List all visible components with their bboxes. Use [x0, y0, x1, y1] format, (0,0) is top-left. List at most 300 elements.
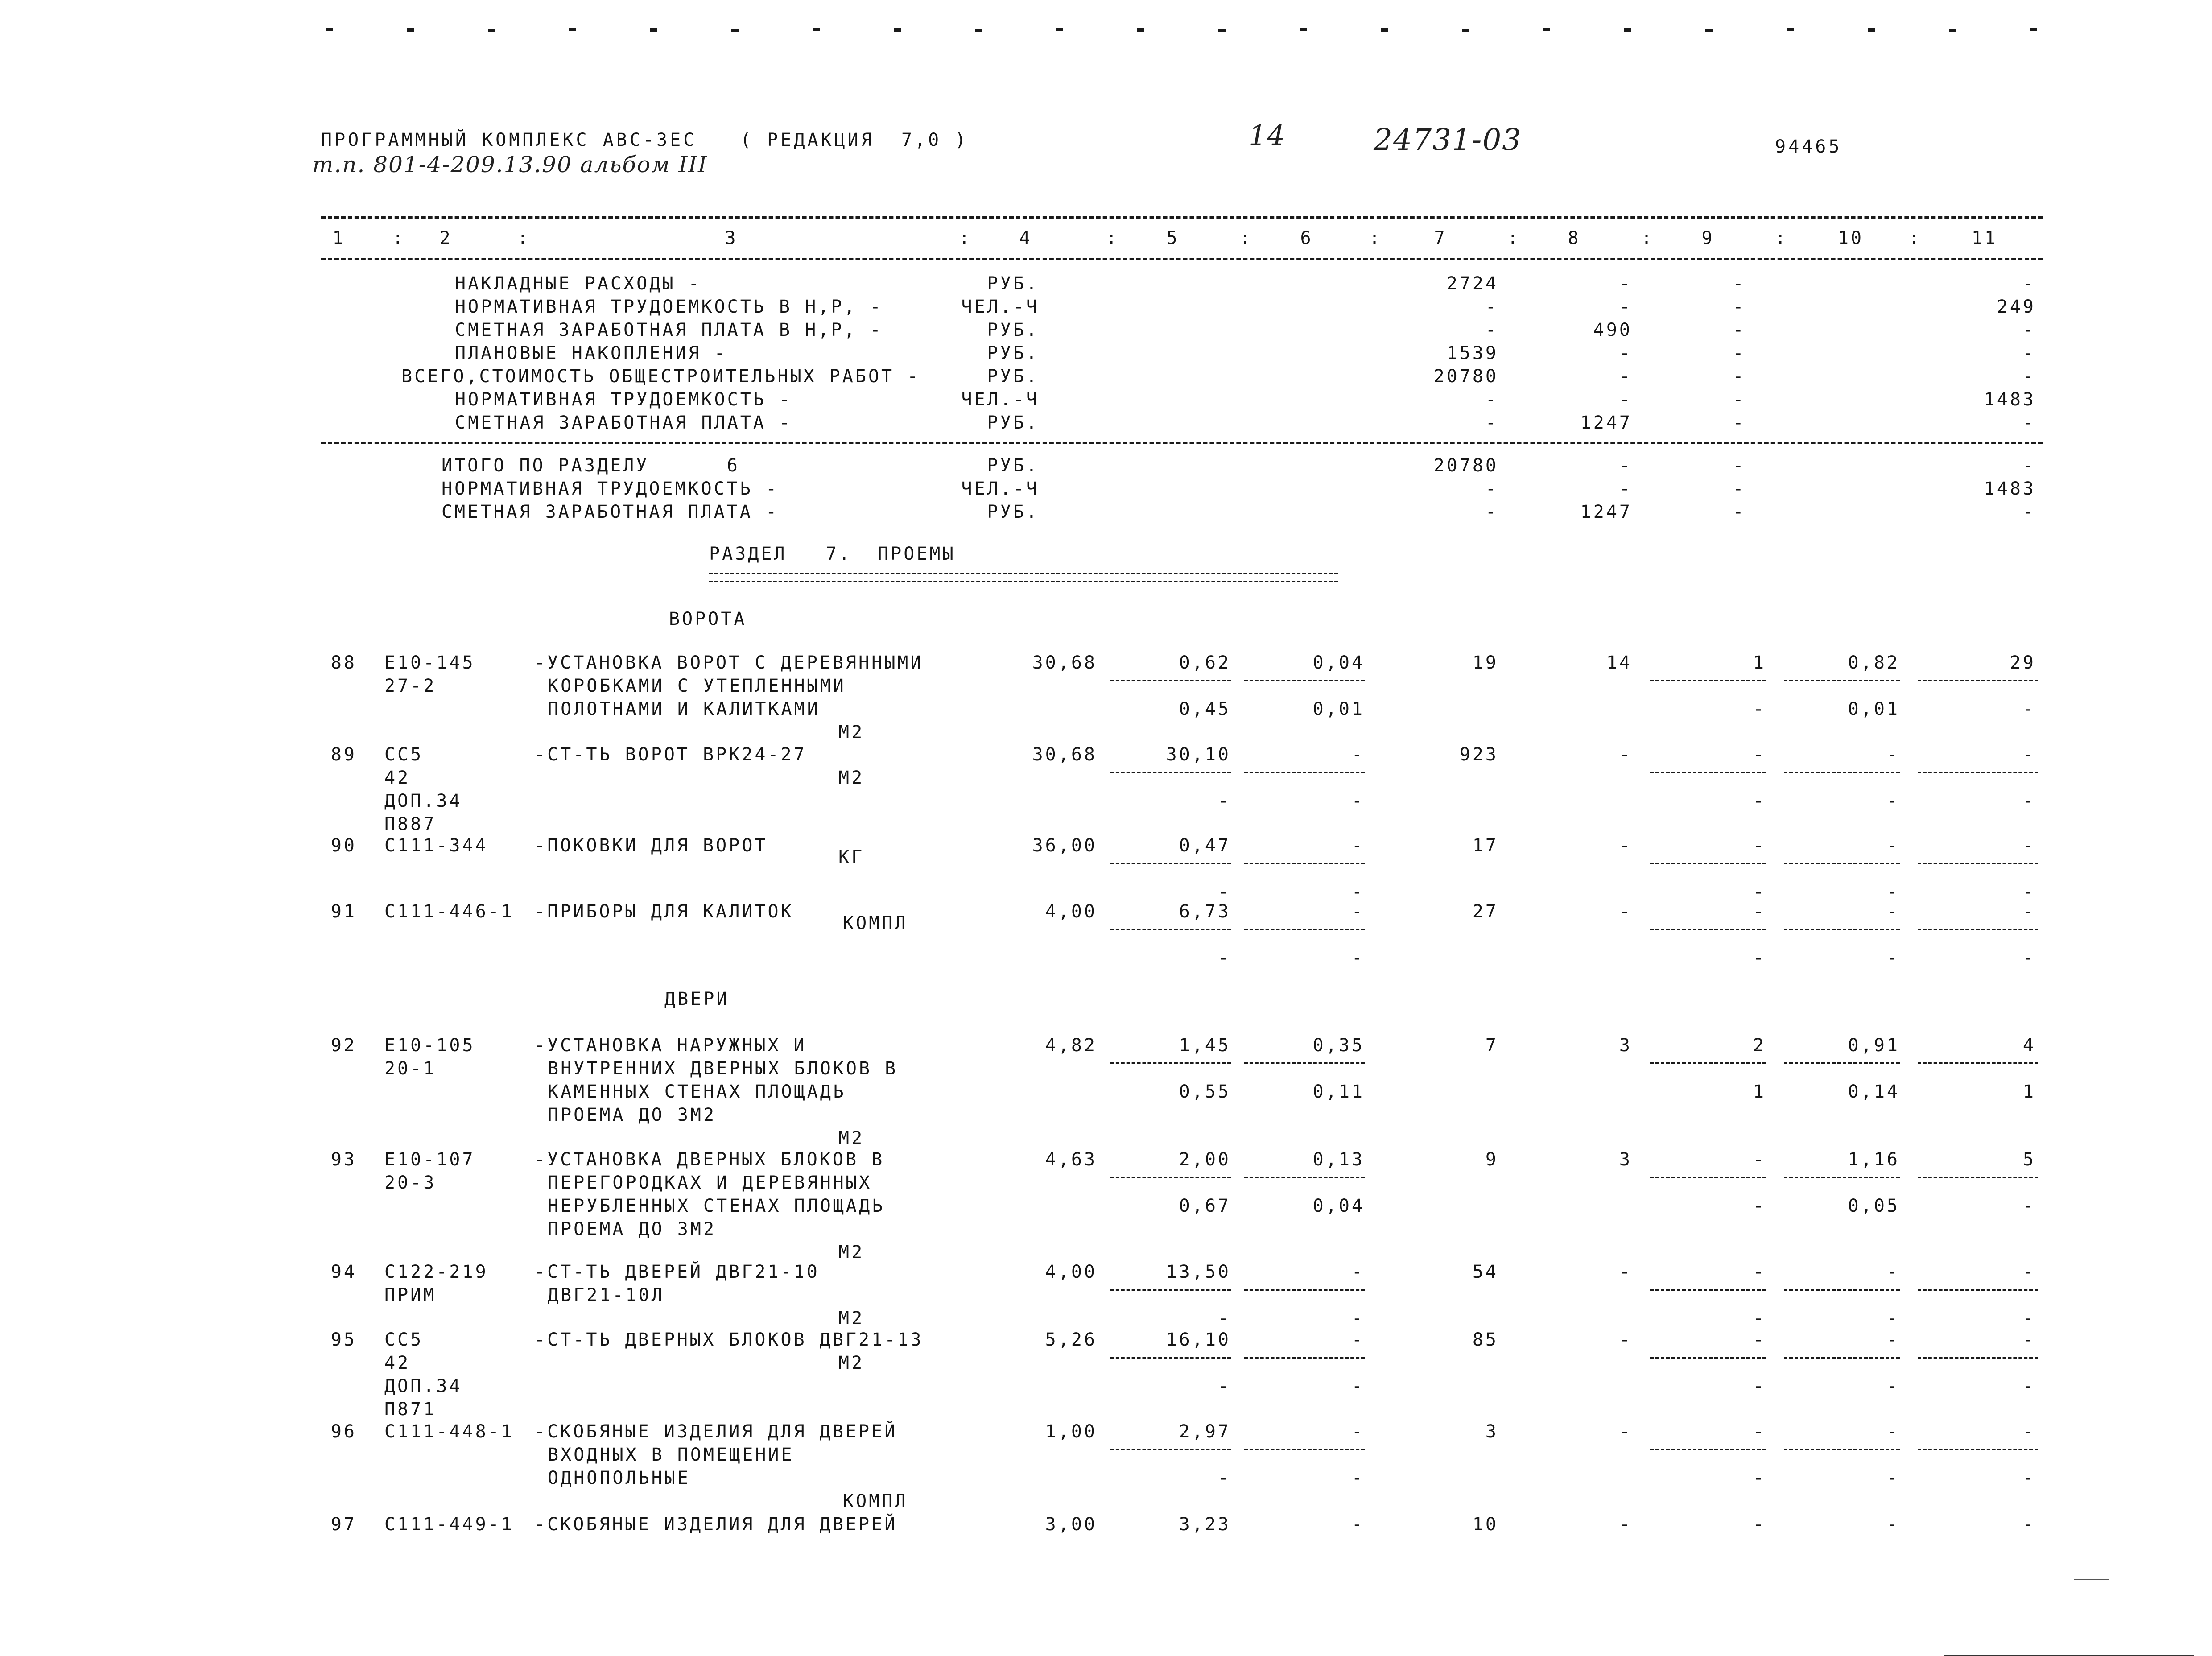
item-value-6-second: -: [1351, 1376, 1365, 1396]
item-value-5-second: -: [1217, 882, 1231, 902]
item-description: КАМЕННЫХ СТЕНАХ ПЛОЩАДЬ: [548, 1082, 846, 1102]
summary-value-8: -: [1619, 297, 1632, 317]
item-value-5-second: -: [1217, 1308, 1231, 1329]
item-value-9-second: -: [1753, 948, 1766, 968]
summary-label: СМЕТНАЯ ЗАРАБОТНАЯ ПЛАТА В Н,Р, -: [455, 320, 883, 340]
item-value-6: -: [1351, 1262, 1365, 1282]
summary-value-8: 490: [1593, 320, 1632, 340]
item-value-7: 7: [1485, 1035, 1498, 1056]
item-description: НЕРУБЛЕННЫХ СТЕНАХ ПЛОЩАДЬ: [548, 1196, 885, 1216]
perforation-mark: [1381, 28, 1388, 32]
sub-separator: [1918, 929, 2038, 930]
sub-separator: [1650, 1177, 1766, 1178]
item-code-extra: 20-1: [384, 1058, 437, 1079]
total-value-11: -: [2022, 502, 2036, 522]
item-value-11-second: -: [2022, 699, 2036, 719]
item-code-extra: П887: [384, 814, 437, 834]
item-code: С111-344: [384, 835, 488, 856]
item-description: -СТ-ТЬ ДВЕРНЫХ БЛОКОВ ДВГ21-13: [534, 1330, 924, 1350]
page-number: 14: [1249, 119, 1286, 152]
column-separator: :: [517, 228, 531, 248]
item-number: 93: [330, 1149, 357, 1170]
item-value-10-second: -: [1886, 1308, 1900, 1329]
sub-separator: [1784, 1449, 1900, 1450]
sub-separator: [1650, 863, 1766, 864]
column-separator: :: [1106, 228, 1119, 248]
item-value-11: 4: [2022, 1035, 2036, 1056]
item-value-11: -: [2022, 901, 2036, 922]
perforation-mark: [1056, 28, 1063, 31]
item-code: Е10-145: [384, 652, 475, 673]
perforation-mark: [326, 28, 333, 31]
summary-unit: ЧЕЛ.-Ч: [961, 389, 1039, 410]
item-value-6-second: -: [1351, 1468, 1365, 1488]
perforation-mark: [407, 28, 414, 32]
total-value-11: 1483: [1984, 479, 2036, 499]
item-number: 91: [330, 901, 357, 922]
item-value-7: 923: [1459, 744, 1498, 765]
item-value-5: 6,73: [1179, 901, 1231, 922]
perforation-mark: [1137, 28, 1144, 32]
perforation-mark: [813, 28, 820, 31]
sub-separator: [1784, 863, 1900, 864]
sub-separator: [1918, 680, 2038, 681]
item-value-4: 3,00: [1045, 1514, 1097, 1535]
item-value-7: 9: [1485, 1149, 1498, 1170]
summary-value-9: -: [1733, 297, 1746, 317]
item-value-4: 4,00: [1045, 1262, 1097, 1282]
summary-value-11: 1483: [1984, 389, 2036, 410]
summary-value-11: -: [2022, 273, 2036, 294]
item-value-6: 0,04: [1312, 652, 1365, 673]
total-value-9: -: [1733, 455, 1746, 476]
item-code-extra: ДОП.34: [384, 791, 462, 811]
item-value-5: 3,23: [1179, 1514, 1231, 1535]
item-value-4: 4,82: [1045, 1035, 1097, 1056]
item-number: 92: [330, 1035, 357, 1056]
sub-separator: [1110, 1062, 1231, 1064]
item-description: ПРОЕМА ДО 3М2: [548, 1219, 717, 1239]
column-number: 8: [1568, 228, 1581, 248]
sub-separator: [1110, 929, 1231, 930]
item-value-6-second: 0,11: [1312, 1082, 1365, 1102]
item-value-10: 0,91: [1848, 1035, 1900, 1056]
section-title-underline: [709, 573, 1338, 582]
item-value-5-second: -: [1217, 1376, 1231, 1396]
item-value-4: 4,63: [1045, 1149, 1097, 1170]
sub-separator: [1918, 1289, 2038, 1291]
item-description: КОРОБКАМИ С УТЕПЛЕННЫМИ: [548, 676, 846, 696]
sub-separator: [1244, 772, 1365, 773]
item-value-10-second: -: [1886, 791, 1900, 811]
column-number: 1: [332, 228, 346, 248]
item-number: 95: [330, 1330, 357, 1350]
item-description: ВХОДНЫХ В ПОМЕЩЕНИЕ: [548, 1445, 794, 1465]
item-value-11-second: -: [2022, 1308, 2036, 1329]
item-value-8: -: [1619, 1514, 1632, 1535]
item-value-11: -: [2022, 1262, 2036, 1282]
section-title: РАЗДЕЛ 7. ПРОЕМЫ: [709, 544, 956, 564]
total-value-8: -: [1619, 455, 1632, 476]
item-value-6: -: [1351, 1330, 1365, 1350]
sub-separator: [1784, 1357, 1900, 1359]
sub-separator: [1650, 1449, 1766, 1450]
group-heading-doors: ДВЕРИ: [664, 989, 730, 1009]
item-value-10: -: [1886, 744, 1900, 765]
item-code-extra: 27-2: [384, 676, 437, 696]
sub-separator: [1244, 1289, 1365, 1291]
total-unit: РУБ.: [987, 502, 1039, 522]
column-number: 6: [1300, 228, 1313, 248]
sub-separator: [1784, 1289, 1900, 1291]
item-value-9-second: -: [1753, 791, 1766, 811]
summary-value-11: -: [2022, 413, 2036, 433]
item-value-8: -: [1619, 1330, 1632, 1350]
item-value-5-second: 0,67: [1179, 1196, 1231, 1216]
sub-separator: [1918, 772, 2038, 773]
item-unit: КГ: [838, 847, 865, 867]
item-value-5-second: -: [1217, 948, 1231, 968]
summary-value-8: -: [1619, 343, 1632, 363]
handwritten-reference: т.п. 801-4-209.13.90 альбом III: [312, 152, 708, 178]
header-rule-top: [321, 216, 2043, 219]
item-value-6: 0,13: [1312, 1149, 1365, 1170]
item-unit: М2: [838, 722, 865, 743]
item-code: С111-446-1: [384, 901, 514, 922]
item-value-5: 0,47: [1179, 835, 1231, 856]
item-value-10-second: 0,05: [1848, 1196, 1900, 1216]
sub-separator: [1244, 929, 1365, 930]
perforation-mark: [1543, 28, 1550, 31]
item-value-5: 1,45: [1179, 1035, 1231, 1056]
item-value-6-second: -: [1351, 882, 1365, 902]
summary-unit: РУБ.: [987, 413, 1039, 433]
sub-separator: [1244, 863, 1365, 864]
item-value-9: -: [1753, 1262, 1766, 1282]
item-value-5-second: -: [1217, 1468, 1231, 1488]
item-code: СС5: [384, 744, 424, 765]
item-value-11: -: [2022, 1514, 2036, 1535]
item-value-9: -: [1753, 901, 1766, 922]
column-separator: :: [1240, 228, 1253, 248]
sub-separator: [1650, 1289, 1766, 1291]
summary-value-9: -: [1733, 389, 1746, 410]
column-number: 5: [1166, 228, 1180, 248]
summary-value-8: 1247: [1580, 413, 1632, 433]
column-number: 11: [1971, 228, 1998, 248]
item-value-6: -: [1351, 1514, 1365, 1535]
perforation-mark: [650, 28, 657, 32]
perforation-mark: [731, 29, 739, 32]
item-value-10: -: [1886, 835, 1900, 856]
total-value-9: -: [1733, 502, 1746, 522]
item-value-11-second: -: [2022, 882, 2036, 902]
sub-separator: [1110, 1289, 1231, 1291]
perforation-mark: [2030, 28, 2037, 31]
perforation-mark: [1787, 28, 1794, 31]
sub-separator: [1784, 680, 1900, 681]
total-label: НОРМАТИВНАЯ ТРУДОЕМКОСТЬ -: [442, 479, 779, 499]
item-value-10: -: [1886, 1514, 1900, 1535]
footer-tick: [2074, 1579, 2109, 1580]
summary-unit: РУБ.: [987, 320, 1039, 340]
perforation-mark: [1218, 29, 1226, 32]
item-description: ПОЛОТНАМИ И КАЛИТКАМИ: [548, 699, 820, 719]
item-description: -УСТАНОВКА ВОРОТ С ДЕРЕВЯННЫМИ: [534, 652, 924, 673]
summary-label: ВСЕГО,СТОИМОСТЬ ОБЩЕСТРОИТЕЛЬНЫХ РАБОТ -: [401, 366, 920, 387]
item-value-11: -: [2022, 1330, 2036, 1350]
item-value-6-second: -: [1351, 1308, 1365, 1329]
total-value-7: -: [1485, 479, 1498, 499]
sub-separator: [1784, 929, 1900, 930]
item-value-9-second: -: [1753, 699, 1766, 719]
summary-value-7: -: [1485, 413, 1498, 433]
item-value-6: -: [1351, 835, 1365, 856]
item-description: -ПРИБОРЫ ДЛЯ КАЛИТОК: [534, 901, 794, 922]
sub-separator: [1918, 1062, 2038, 1064]
item-description: -СТ-ТЬ ВОРОТ ВРК24-27: [534, 744, 807, 765]
perforation-mark: [975, 29, 982, 32]
sub-separator: [1244, 1177, 1365, 1178]
summary-unit: РУБ.: [987, 343, 1039, 363]
sub-separator: [1244, 1449, 1365, 1450]
sub-separator: [1918, 1177, 2038, 1178]
item-value-5-second: 0,45: [1179, 699, 1231, 719]
item-value-8: -: [1619, 835, 1632, 856]
total-value-8: 1247: [1580, 502, 1632, 522]
sub-separator: [1110, 1357, 1231, 1359]
item-value-9: -: [1753, 835, 1766, 856]
item-value-8: -: [1619, 744, 1632, 765]
item-unit: КОМПЛ: [843, 913, 908, 933]
item-unit: М2: [838, 1128, 865, 1148]
item-value-9-second: -: [1753, 1196, 1766, 1216]
item-value-11-second: 1: [2022, 1082, 2036, 1102]
item-number: 97: [330, 1514, 357, 1535]
item-value-11: 29: [2010, 652, 2036, 673]
item-value-9-second: -: [1753, 1468, 1766, 1488]
summary-value-7: 2724: [1446, 273, 1498, 294]
item-unit: М2: [838, 1353, 865, 1373]
item-value-9-second: -: [1753, 1376, 1766, 1396]
summary-unit: РУБ.: [987, 273, 1039, 294]
item-description: -СКОБЯНЫЕ ИЗДЕЛИЯ ДЛЯ ДВЕРЕЙ: [534, 1514, 898, 1535]
item-value-9: -: [1753, 1149, 1766, 1170]
item-value-11-second: -: [2022, 1196, 2036, 1216]
item-value-7: 17: [1472, 835, 1498, 856]
item-description: -СКОБЯНЫЕ ИЗДЕЛИЯ ДЛЯ ДВЕРЕЙ: [534, 1421, 898, 1442]
item-value-10: 1,16: [1848, 1149, 1900, 1170]
item-value-6-second: 0,01: [1312, 699, 1365, 719]
item-value-6: -: [1351, 901, 1365, 922]
perforation-mark: [1300, 28, 1307, 31]
sub-separator: [1918, 1357, 2038, 1359]
column-separator: :: [1507, 228, 1521, 248]
total-unit: РУБ.: [987, 455, 1039, 476]
summary-unit: ЧЕЛ.-Ч: [961, 297, 1039, 317]
summary-rule: [321, 442, 2043, 444]
summary-value-7: -: [1485, 297, 1498, 317]
sub-separator: [1650, 680, 1766, 681]
item-description: -УСТАНОВКА НАРУЖНЫХ И: [534, 1035, 807, 1056]
item-description: -СТ-ТЬ ДВЕРЕЙ ДВГ21-10: [534, 1262, 820, 1282]
item-value-6: -: [1351, 1421, 1365, 1442]
summary-label: НАКЛАДНЫЕ РАСХОДЫ -: [455, 273, 702, 294]
item-value-5: 16,10: [1166, 1330, 1231, 1350]
document-code: 94465: [1775, 136, 1842, 157]
summary-value-8: -: [1619, 273, 1632, 294]
item-value-9-second: -: [1753, 1308, 1766, 1329]
summary-label: НОРМАТИВНАЯ ТРУДОЕМКОСТЬ В Н,Р, -: [455, 297, 883, 317]
item-code: Е10-105: [384, 1035, 475, 1056]
item-unit: КОМПЛ: [843, 1491, 908, 1511]
item-value-9: -: [1753, 1514, 1766, 1535]
sub-separator: [1244, 1357, 1365, 1359]
edition-label: ( РЕДАКЦИЯ 7,0 ): [740, 130, 969, 150]
item-value-8: -: [1619, 1262, 1632, 1282]
item-description: ОДНОПОЛЬНЫЕ: [548, 1468, 690, 1488]
sub-separator: [1110, 1177, 1231, 1178]
sub-separator: [1784, 772, 1900, 773]
perforation-mark: [1868, 28, 1875, 32]
document-number: 24731-03: [1374, 123, 1522, 157]
item-value-5-second: 0,55: [1179, 1082, 1231, 1102]
item-value-9-second: 1: [1753, 1082, 1766, 1102]
item-value-10: -: [1886, 1262, 1900, 1282]
item-value-6: 0,35: [1312, 1035, 1365, 1056]
item-value-10: 0,82: [1848, 652, 1900, 673]
item-code-extra: П871: [384, 1399, 437, 1420]
column-number: 9: [1701, 228, 1715, 248]
item-value-10-second: -: [1886, 882, 1900, 902]
summary-label: НОРМАТИВНАЯ ТРУДОЕМКОСТЬ -: [455, 389, 792, 410]
total-value-9: -: [1733, 479, 1746, 499]
perforation-mark: [488, 29, 495, 32]
sub-separator: [1918, 863, 2038, 864]
column-number: 2: [439, 228, 453, 248]
total-value-11: -: [2022, 455, 2036, 476]
item-value-6: -: [1351, 744, 1365, 765]
summary-value-9: -: [1733, 273, 1746, 294]
item-description: ВНУТРЕННИХ ДВЕРНЫХ БЛОКОВ В: [548, 1058, 898, 1079]
item-code: С111-449-1: [384, 1514, 514, 1535]
item-value-5: 30,10: [1166, 744, 1231, 765]
summary-value-11: 249: [1997, 297, 2036, 317]
total-value-7: 20780: [1433, 455, 1498, 476]
item-value-4: 1,00: [1045, 1421, 1097, 1442]
item-value-11-second: -: [2022, 791, 2036, 811]
sub-separator: [1650, 1062, 1766, 1064]
total-value-7: -: [1485, 502, 1498, 522]
sub-separator: [1918, 1449, 2038, 1450]
item-value-6-second: -: [1351, 948, 1365, 968]
item-value-8: 3: [1619, 1035, 1632, 1056]
column-separator: :: [1369, 228, 1382, 248]
item-value-11-second: -: [2022, 948, 2036, 968]
perforation-mark: [1705, 29, 1713, 32]
item-value-9: -: [1753, 1421, 1766, 1442]
item-value-8: 3: [1619, 1149, 1632, 1170]
item-value-4: 36,00: [1032, 835, 1097, 856]
sub-separator: [1244, 680, 1365, 681]
item-number: 94: [330, 1262, 357, 1282]
summary-unit: РУБ.: [987, 366, 1039, 387]
item-value-10: -: [1886, 1421, 1900, 1442]
item-value-9: -: [1753, 1330, 1766, 1350]
item-value-6-second: -: [1351, 791, 1365, 811]
item-value-10: -: [1886, 1330, 1900, 1350]
item-value-6-second: 0,04: [1312, 1196, 1365, 1216]
summary-value-11: -: [2022, 343, 2036, 363]
item-value-7: 19: [1472, 652, 1498, 673]
summary-value-8: -: [1619, 366, 1632, 387]
summary-value-7: 20780: [1433, 366, 1498, 387]
item-value-11: -: [2022, 1421, 2036, 1442]
item-value-9-second: -: [1753, 882, 1766, 902]
perforation-mark: [1462, 29, 1469, 32]
item-value-5: 13,50: [1166, 1262, 1231, 1282]
item-value-5: 2,97: [1179, 1421, 1231, 1442]
program-title: ПРОГРАММНЫЙ КОМПЛЕКС АВС-ЗЕС: [321, 130, 697, 150]
perforation-mark: [1949, 29, 1956, 32]
item-value-10-second: -: [1886, 1468, 1900, 1488]
item-value-11-second: -: [2022, 1468, 2036, 1488]
item-value-7: 27: [1472, 901, 1498, 922]
sub-separator: [1650, 1357, 1766, 1359]
item-value-10-second: 0,14: [1848, 1082, 1900, 1102]
item-value-10-second: -: [1886, 948, 1900, 968]
summary-value-7: -: [1485, 389, 1498, 410]
column-separator: :: [1909, 228, 1922, 248]
item-code-extra: ПРИМ: [384, 1285, 437, 1305]
item-value-8: -: [1619, 901, 1632, 922]
item-value-7: 85: [1472, 1330, 1498, 1350]
item-value-11-second: -: [2022, 1376, 2036, 1396]
column-separator: :: [1775, 228, 1788, 248]
item-code-extra: 42: [384, 768, 411, 788]
item-number: 90: [330, 835, 357, 856]
column-number: 7: [1434, 228, 1447, 248]
summary-label: ПЛАНОВЫЕ НАКОПЛЕНИЯ -: [455, 343, 727, 363]
item-value-4: 5,26: [1045, 1330, 1097, 1350]
item-number: 88: [330, 652, 357, 673]
item-description: -ПОКОВКИ ДЛЯ ВОРОТ: [534, 835, 768, 856]
total-value-8: -: [1619, 479, 1632, 499]
header-rule-bottom: [321, 258, 2043, 260]
item-value-8: 14: [1606, 652, 1632, 673]
sub-separator: [1244, 1062, 1365, 1064]
summary-value-9: -: [1733, 320, 1746, 340]
sub-separator: [1650, 772, 1766, 773]
item-value-4: 30,68: [1032, 652, 1097, 673]
item-unit: М2: [838, 1308, 865, 1329]
item-description: -УСТАНОВКА ДВЕРНЫХ БЛОКОВ В: [534, 1149, 885, 1170]
item-description: ДВГ21-10Л: [548, 1285, 664, 1305]
item-code-extra: ДОП.34: [384, 1376, 462, 1396]
sub-separator: [1784, 1177, 1900, 1178]
item-code-extra: 20-3: [384, 1173, 437, 1193]
item-value-11: -: [2022, 744, 2036, 765]
item-code: СС5: [384, 1330, 424, 1350]
summary-value-9: -: [1733, 366, 1746, 387]
column-number: 4: [1019, 228, 1032, 248]
sub-separator: [1650, 929, 1766, 930]
item-code: С122-219: [384, 1262, 488, 1282]
item-value-8: -: [1619, 1421, 1632, 1442]
item-unit: М2: [838, 1242, 865, 1263]
column-separator: :: [959, 228, 972, 248]
item-value-4: 30,68: [1032, 744, 1097, 765]
